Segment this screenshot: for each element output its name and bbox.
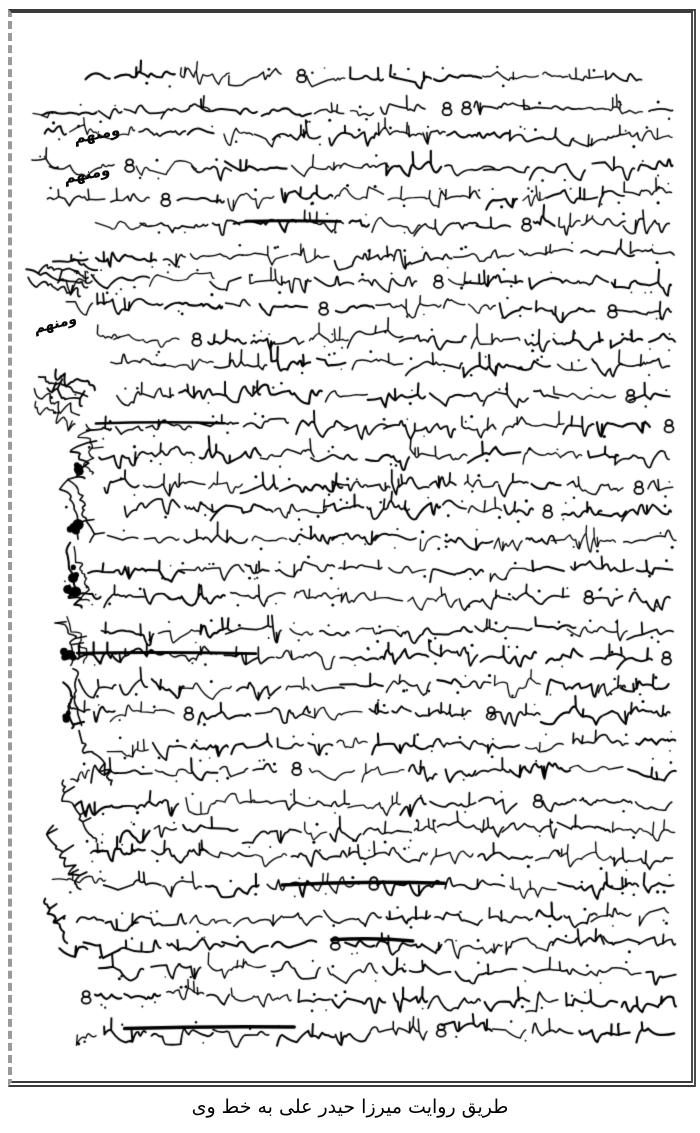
handwritten-arabic-text-body xyxy=(12,13,691,1081)
margin-note: ومنهم xyxy=(33,310,78,338)
page-frame-border xyxy=(8,9,696,1087)
margin-note: ومنهم xyxy=(63,160,111,188)
margin-note: ومنهم xyxy=(73,120,121,148)
caption: طريق روايت ميرزا حيدر على به خط وى xyxy=(191,1096,509,1118)
